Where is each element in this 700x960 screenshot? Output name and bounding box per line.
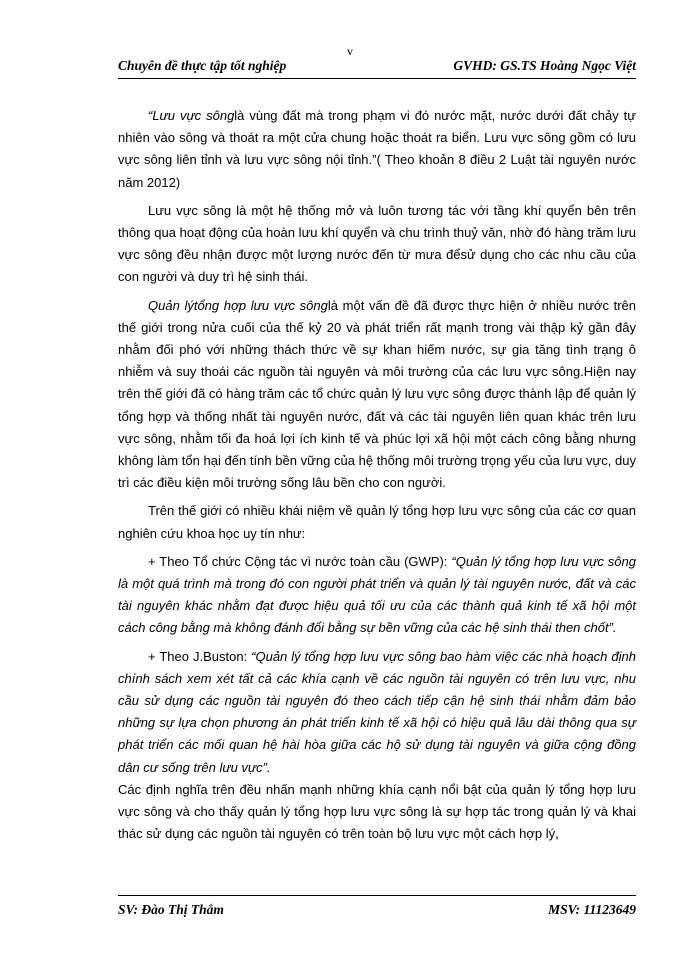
paragraph-text: + Theo Tổ chức Cộng tác vì nước toàn cầu (GWP): bbox=[148, 553, 452, 569]
paragraph-conclusion: Các định nghĩa trên đều nhấn mạnh những khía cạnh nổi bật của quản lý tổng hợp lưu vực sông và cho thấy quản lý tổng hợp lưu vực sông là sự hợp tác trong quản lý và khai thác sử dụng các nguồn tài nguyên có trên toàn bộ lưu vực một cách hợp lý, bbox=[118, 781, 636, 842]
page-header bbox=[118, 56, 636, 79]
quote-buston: “Quản lý tổng hợp lưu vực sông bao hàm việc các nhà hoạch định chính sách xem xét tất cả các khía cạnh về các nguồn tài nguyên có trên lưu vực, nhu cầu sử dụng các nguồn tài nguyên đó theo cách tiếp cận hệ sinh thái nhằm đảm bảo những sự lựa chọn phương án phát triển kinh tế xã hội có hiệu quả lâu dài thông qua sự phát triển các mối quan hệ hài hòa giữa các hộ sử dụng tài nguyên và giữa cộng đồng dân cư sống trên lưu vực”. bbox=[118, 648, 636, 775]
paragraph-text: + Theo J.Buston: bbox=[148, 648, 252, 664]
document-body bbox=[118, 105, 636, 852]
paragraph-river-basin-definition bbox=[118, 105, 636, 194]
paragraph-concepts-intro: Trên thế giới có nhiều khái niệm về quản lý tổng hợp lưu vực sông của các cơ quan nghiên cứu khoa học uy tín như: bbox=[118, 503, 636, 541]
footer-student: SV: Đào Thị Thắm bbox=[118, 902, 224, 917]
paragraph-integrated-management bbox=[118, 295, 636, 495]
footer-student-id: MSV: 11123649 bbox=[548, 902, 636, 917]
term-integrated-management: Quản lýtổng hợp lưu vực sông bbox=[148, 297, 328, 313]
quote-gwp: “Quản lý tổng hợp lưu vực sông là một quá trình mà trong đó con người phát triển và quản lý tài nguyên nước, đất và các tài nguyên khác nhằm đạt được hiệu quả tối ưu của các thành quả kinh tế xã hội một cách công bằng mà không đánh đổi bằng sự bền vững của các hệ sinh thái then chốt”. bbox=[118, 553, 636, 636]
paragraph-gwp-definition bbox=[118, 551, 636, 640]
header-supervisor: GVHD: GS.TS Hoàng Ngọc Việt bbox=[453, 58, 636, 73]
paragraph-buston-definition bbox=[118, 646, 636, 779]
term-river-basin: “Lưu vực sông bbox=[148, 108, 235, 123]
paragraph-text: là vùng đất mà trong phạm vi đó nước mặt, nước dưới đất chảy tự nhiên vào sông và thoát ra một cửa chung hoặc thoát ra biển. Lưu vực sông gồm có lưu vực sông liên tỉnh và lưu vực sông nội tỉnh.”( Theo khoản 8 điều 2 Luật tài nguyên nước năm 2012) bbox=[118, 108, 636, 190]
page-number: v bbox=[347, 44, 353, 58]
header-title: Chuyên đề thực tập tốt nghiệp bbox=[118, 58, 287, 73]
paragraph-open-system: Lưu vực sông là một hệ thống mở và luôn tương tác với tầng khí quyển bên trên thông qua hoạt động của hoàn lưu khí quyển và chu trình thuỷ văn, nhờ đó hàng trăm lưu vực sông đều nhận được một lượng nước đến từ mưa đểsử dụng cho các nhu cầu của con người và duy trì hệ sinh thái. bbox=[118, 202, 636, 285]
page-footer bbox=[118, 895, 636, 922]
paragraph-text: là một vấn đề đã được thực hiện ở nhiều nước trên thế giới trong nửa cuối của thế kỷ 20 và phát triển rất mạnh trong vài thập kỷ gần đây nhằm đối phó với những thách thức về sự khan hiếm nước, sự gia tăng tình trạng ô nhiễm và suy thoái các nguồn tài nguyên và môi trường của các lưu vực sông.Hiện nay trên thế giới đã có hàng trăm các tổ chức quản lý lưu vực sông được thành lập để quản lý tổng hợp và thống nhất tài nguyên nước, đất và các tài nguyên liên quan khác trên lưu vực sông, nhằm tối đa hoá lợi ích kinh tế và phúc lợi xã hội một cách công bằng nhưng không làm tổn hại đến tính bền vững của hệ thống môi trường trọng yếu của lưu vực, duy trì các điều kiện môi trường sống lâu bền cho con người. bbox=[118, 297, 637, 491]
